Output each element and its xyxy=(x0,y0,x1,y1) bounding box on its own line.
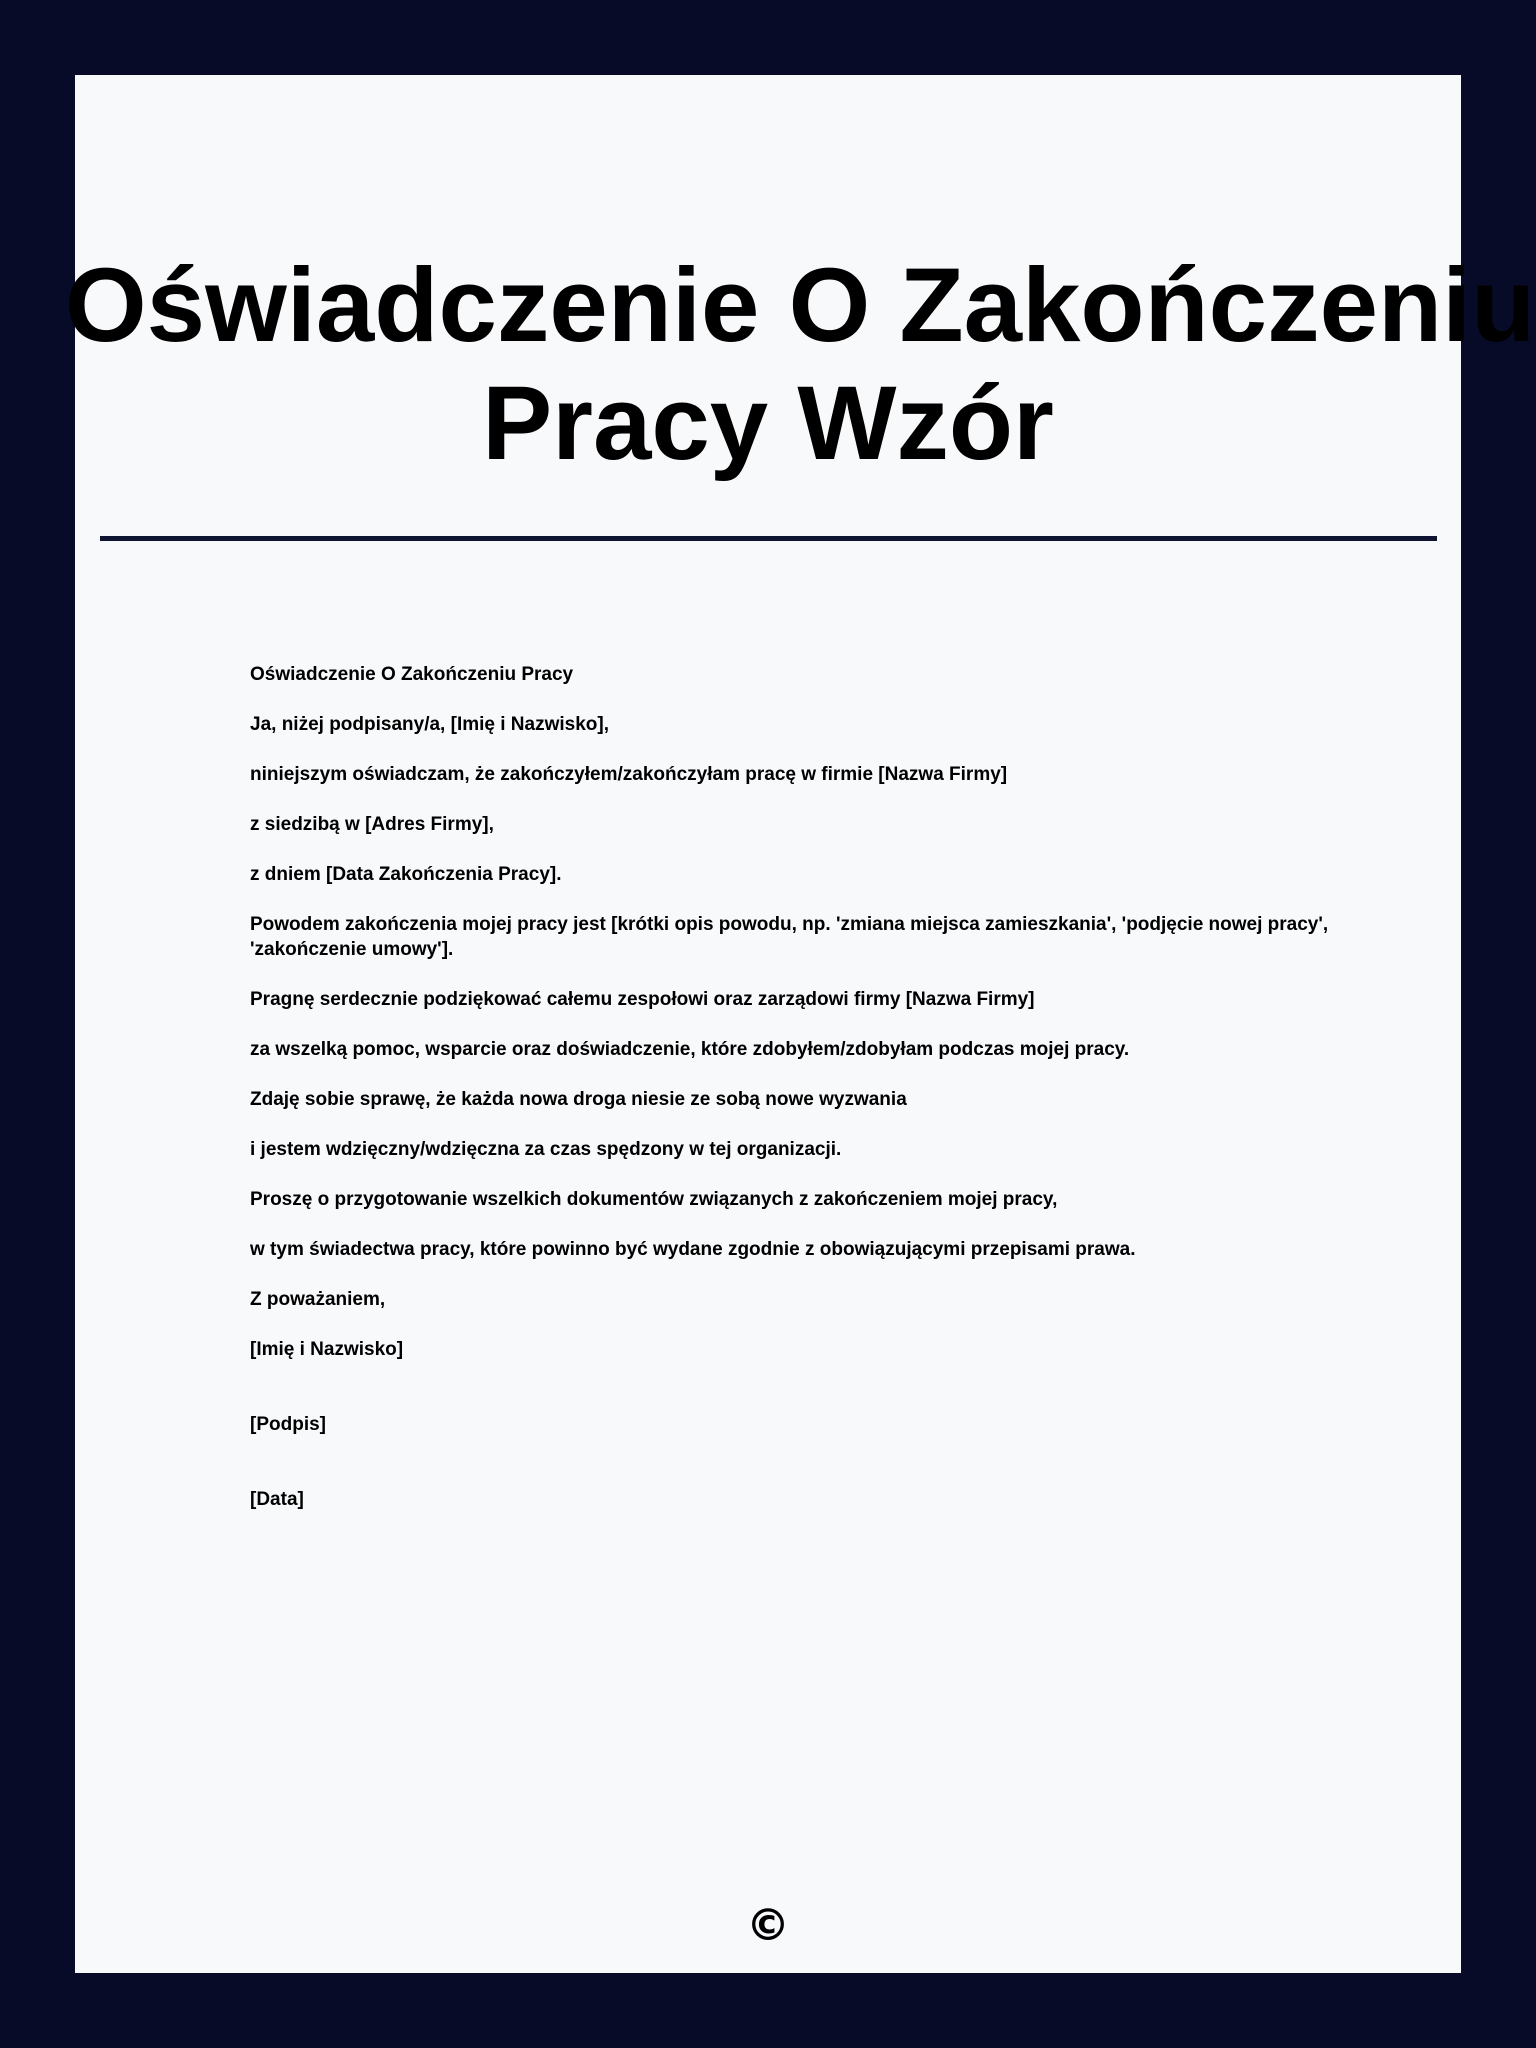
document-title xyxy=(65,247,1536,483)
letter-body xyxy=(250,662,1360,1537)
letter-line: z siedzibą w [Adres Firmy], xyxy=(250,814,494,835)
letter-date-placeholder: [Data] xyxy=(250,1489,304,1510)
letter-name-placeholder: [Imię i Nazwisko] xyxy=(250,1339,404,1360)
document-title-line-2: Pracy Wzór xyxy=(482,365,1054,482)
letter-line: w tym świadectwa pracy, które powinno być wydane zgodnie z obowiązującymi przepisami prawa. xyxy=(250,1239,1136,1260)
copyright-icon: © xyxy=(746,1900,790,1951)
letter-line: za wszelką pomoc, wsparcie oraz doświadczenie, które zdobyłem/zdobyłam podczas mojej pracy. xyxy=(250,1039,1130,1060)
letter-heading: Oświadczenie O Zakończeniu Pracy xyxy=(250,664,574,685)
letter-closing: Z poważaniem, xyxy=(250,1289,386,1310)
title-divider xyxy=(100,536,1437,541)
letter-line: Zdaję sobie sprawę, że każda nowa droga niesie ze sobą nowe wyzwania xyxy=(250,1089,907,1110)
letter-line: Powodem zakończenia mojej pracy jest [krótki opis powodu, np. 'zmiana miejsca zamieszkania', 'podjęcie nowej pracy', 'zakończenie umowy']. xyxy=(250,914,1329,960)
letter-line: Pragnę serdecznie podziękować całemu zespołowi oraz zarządowi firmy [Nazwa Firmy] xyxy=(250,989,1035,1010)
document-page xyxy=(65,75,1536,1973)
letter-line: niniejszym oświadczam, że zakończyłem/zakończyłam pracę w firmie [Nazwa Firmy] xyxy=(250,764,1008,785)
letter-line: Ja, niżej podpisany/a, [Imię i Nazwisko], xyxy=(250,714,609,735)
letter-line: i jestem wdzięczny/wdzięczna za czas spędzony w tej organizacji. xyxy=(250,1139,842,1160)
letter-line: z dniem [Data Zakończenia Pracy]. xyxy=(250,864,562,885)
document-title-line-1: Oświadczenie O Zakończeniu xyxy=(65,247,1536,364)
letter-signature-placeholder: [Podpis] xyxy=(250,1414,326,1435)
letter-line: Proszę o przygotowanie wszelkich dokumentów związanych z zakończeniem mojej pracy, xyxy=(250,1189,1058,1210)
